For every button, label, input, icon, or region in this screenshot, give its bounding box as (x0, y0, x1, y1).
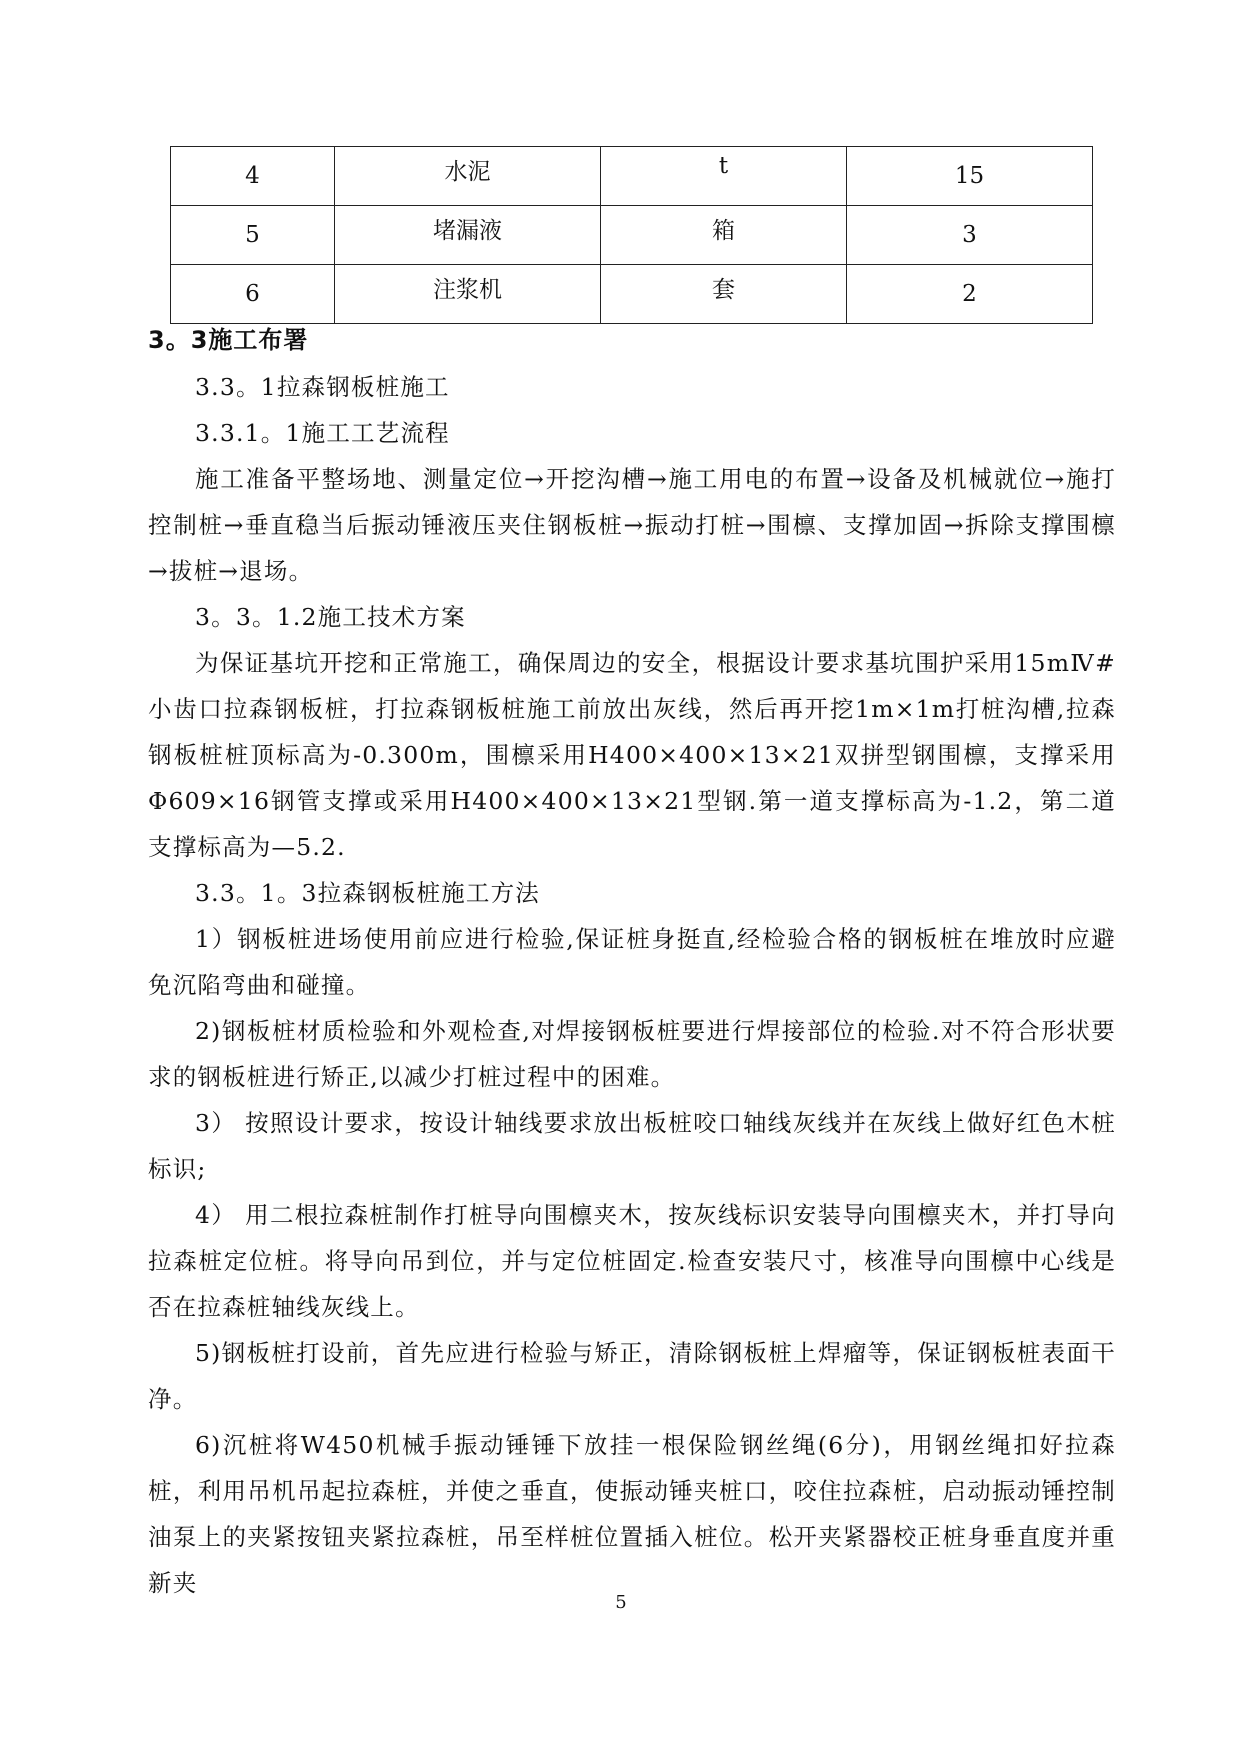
paragraph-process-flow: 施工准备平整场地、测量定位→开挖沟槽→施工用电的布置→设备及机械就位→施打控制桩→垂直稳当后振动锤液压夹住钢板桩→振动打桩→围檩、支撑加固→拆除支撑围檩→拔桩→退场。 (148, 465, 1116, 585)
materials-table (170, 146, 1093, 324)
table-row (171, 147, 1093, 206)
material-quantity: 15 (847, 147, 1093, 206)
material-name: 注浆机 (335, 265, 601, 324)
subheading-sheet-pile: 3.3。1拉森钢板桩施工 (195, 373, 450, 401)
material-unit: t (601, 147, 847, 206)
table-row (171, 206, 1093, 265)
paragraph-technical-scheme: 为保证基坑开挖和正常施工，确保周边的安全，根据设计要求基坑围护采用15mⅣ#小齿口拉森钢板桩，打拉森钢板桩施工前放出灰线，然后再开挖1m×1m打桩沟槽,拉森钢板桩桩顶标高为-0.300m，围檩采用H400×400×13×21双拼型钢围檩，支撑采用Φ609×16钢管支撑或采用H400×400×13×21型钢.第一道支撑标高为-1.2，第二道支撑标高为—5.2. (148, 649, 1116, 861)
list-item: 1）钢板桩进场使用前应进行检验,保证桩身挺直,经检验合格的钢板桩在堆放时应避免沉陷弯曲和碰撞。 (148, 925, 1116, 999)
material-name: 水泥 (335, 147, 601, 206)
list-item: 4） 用二根拉森桩制作打桩导向围檩夹木，按灰线标识安装导向围檩夹木，并打导向拉森桩定位桩。将导向吊到位，并与定位桩固定.检查安装尺寸，核准导向围檩中心线是否在拉森桩轴线灰线上。 (148, 1201, 1116, 1321)
page-number: 5 (615, 1592, 627, 1613)
material-name: 堵漏液 (335, 206, 601, 265)
material-unit: 箱 (601, 206, 847, 265)
list-item: 2)钢板桩材质检验和外观检查,对焊接钢板桩要进行焊接部位的检验.对不符合形状要求的钢板桩进行矫正,以减少打桩过程中的困难。 (148, 1017, 1116, 1091)
subheading-process-flow: 3.3.1。1施工工艺流程 (195, 419, 450, 447)
list-item: 3） 按照设计要求，按设计轴线要求放出板桩咬口轴线灰线并在灰线上做好红色木桩标识; (148, 1109, 1116, 1183)
row-number: 6 (171, 265, 335, 324)
material-quantity: 3 (847, 206, 1093, 265)
subheading-technical-scheme: 3。3。1.2施工技术方案 (195, 603, 466, 631)
section-body (148, 364, 1116, 1606)
list-item: 6)沉桩将W450机械手振动锤锤下放挂一根保险钢丝绳(6分)，用钢丝绳扣好拉森桩，利用吊机吊起拉森桩，并使之垂直，使振动锤夹桩口，咬住拉森桩，启动振动锤控制油泵上的夹紧按钮夹紧拉森桩，吊至样桩位置插入桩位。松开夹紧器校正桩身垂直度并重新夹 (148, 1431, 1116, 1597)
table-row (171, 265, 1093, 324)
subheading-construction-method: 3.3。1。3拉森钢板桩施工方法 (195, 879, 540, 907)
row-number: 4 (171, 147, 335, 206)
material-unit: 套 (601, 265, 847, 324)
row-number: 5 (171, 206, 335, 265)
list-item: 5)钢板桩打设前，首先应进行检验与矫正，清除钢板桩上焊瘤等，保证钢板桩表面干净。 (148, 1339, 1116, 1413)
material-quantity: 2 (847, 265, 1093, 324)
section-heading: 3。3施工布署 (148, 326, 309, 354)
